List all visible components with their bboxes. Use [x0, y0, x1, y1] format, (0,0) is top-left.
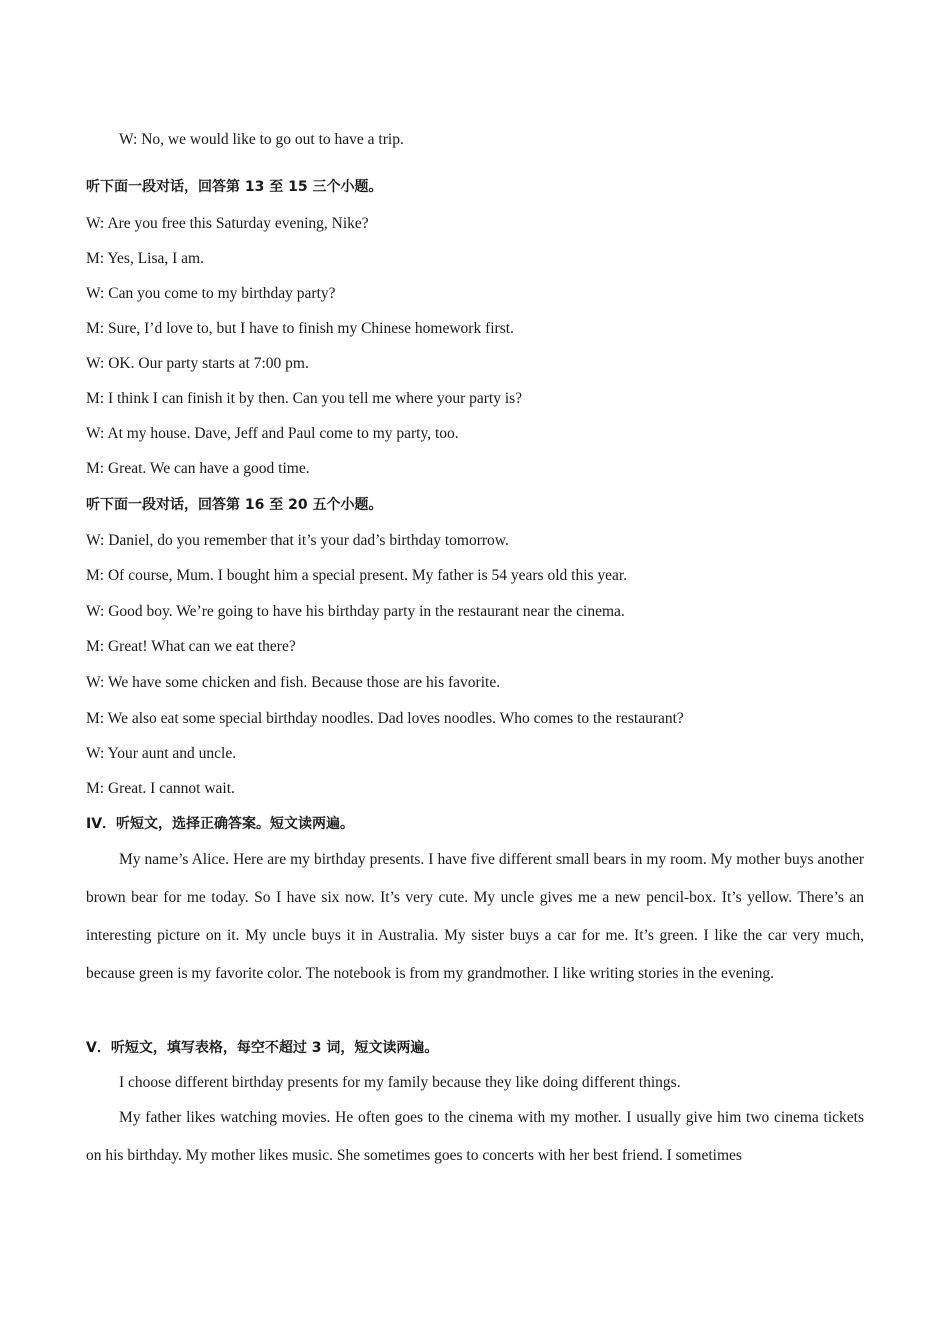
section-heading: 听下面一段对话，回答第 13 至 15 三个小题。	[86, 179, 383, 195]
section-heading: V．听短文，填写表格，每空不超过 3 词，短文读两遍。	[86, 1040, 439, 1056]
dialogue-line: M: We also eat some special birthday noodles. Dad loves noodles. Who comes to the restaurant?	[86, 710, 684, 727]
passage-line: I choose different birthday presents for my family because they like doing different things.	[119, 1074, 681, 1091]
passage-v-text: My father likes watching movies. He often goes to the cinema with my mother. I usually give him two cinema tickets on his birthday. My mother likes music. She sometimes goes to concerts with her best friend. I sometimes	[86, 1109, 864, 1164]
dialogue-line: M: I think I can finish it by then. Can you tell me where your party is?	[86, 390, 523, 407]
dialogue-line: W: At my house. Dave, Jeff and Paul come to my party, too.	[86, 425, 459, 442]
dialogue-line: M: Great. We can have a good time.	[86, 460, 310, 477]
section-heading: IV．听短文，选择正确答案。短文读两遍。	[86, 816, 355, 832]
dialogue-line: M: Sure, I’d love to, but I have to finish my Chinese homework first.	[86, 320, 514, 337]
dialogue-line: W: Good boy. We’re going to have his birthday party in the restaurant near the cinema.	[86, 603, 625, 620]
dialogue-line: W: We have some chicken and fish. Because those are his favorite.	[86, 674, 501, 691]
dialogue-line: W: Daniel, do you remember that it’s your dad’s birthday tomorrow.	[86, 532, 509, 549]
dialogue-line: M: Great. I cannot wait.	[86, 780, 235, 797]
dialogue-line: W: Your aunt and uncle.	[86, 745, 237, 762]
section-heading: 听下面一段对话，回答第 16 至 20 五个小题。	[86, 497, 383, 513]
dialogue-line: M: Great! What can we eat there?	[86, 638, 296, 655]
passage-v	[86, 1099, 864, 1175]
dialogue-line: W: No, we would like to go out to have a trip.	[119, 131, 404, 148]
dialogue-line: M: Yes, Lisa, I am.	[86, 250, 204, 267]
passage-iv	[86, 841, 864, 993]
dialogue-line: W: Are you free this Saturday evening, Nike?	[86, 215, 369, 232]
dialogue-line: M: Of course, Mum. I bought him a special present. My father is 54 years old this year.	[86, 567, 628, 584]
passage-iv-text: My name’s Alice. Here are my birthday presents. I have five different small bears in my room. My mother buys another brown bear for me today. So I have six now. It’s very cute. My uncle gives me a new pencil-box. It’s yellow. There’s an interesting picture on it. My uncle buys it in Australia. My sister buys a car for me. It’s green. I like the car very much, because green is my favorite color. The notebook is from my grandmother. I like writing stories in the evening.	[86, 851, 864, 982]
dialogue-line: W: OK. Our party starts at 7:00 pm.	[86, 355, 309, 372]
dialogue-line: W: Can you come to my birthday party?	[86, 285, 336, 302]
